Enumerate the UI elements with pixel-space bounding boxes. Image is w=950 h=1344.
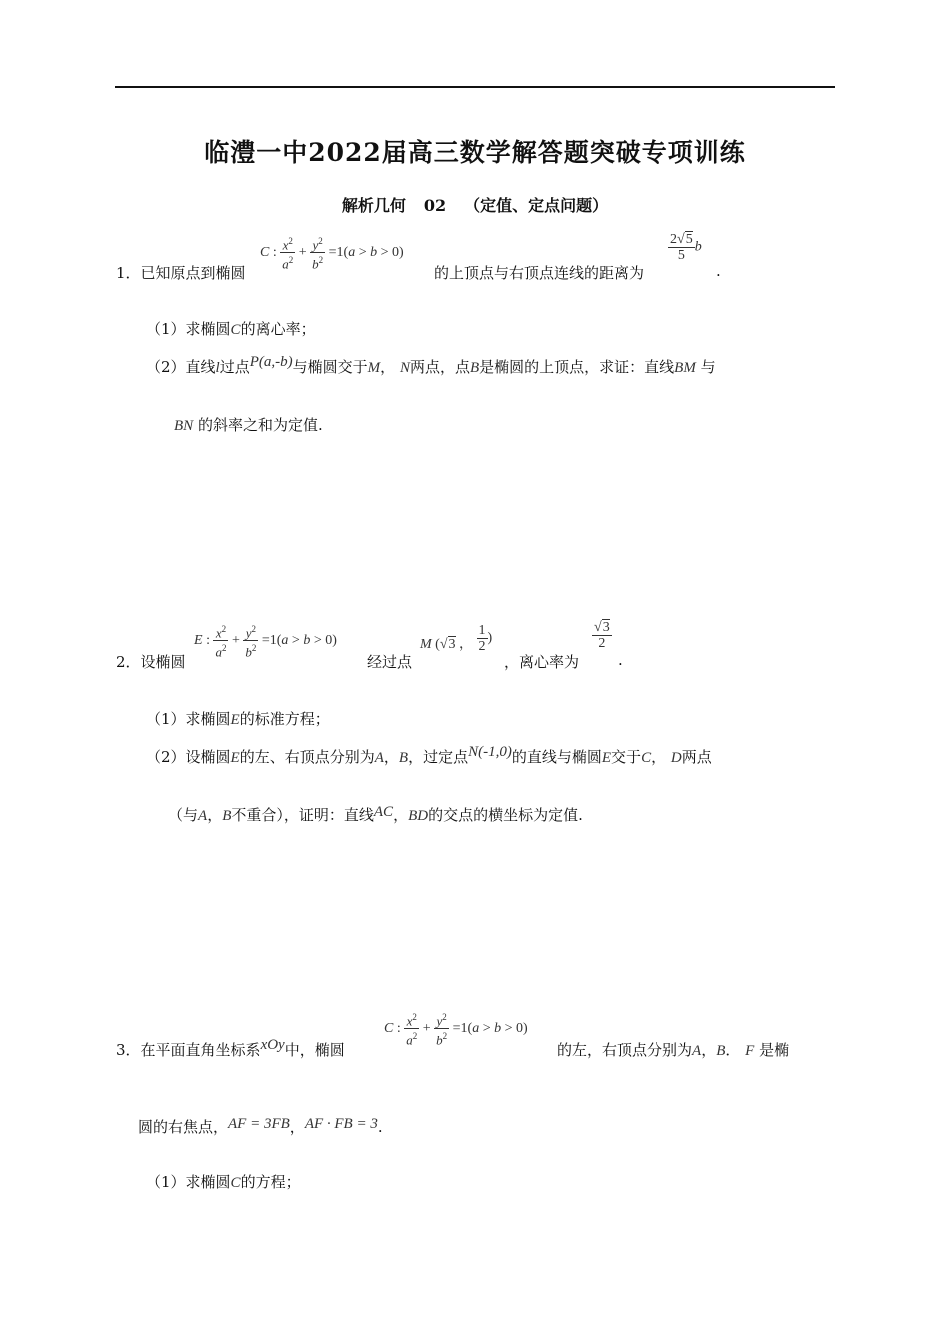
subtitle-topic: 解析几何 xyxy=(341,196,406,215)
subtitle-number: 02 xyxy=(423,196,447,215)
header-rule xyxy=(115,86,835,88)
page-title: 临澧一中2022届高三数学解答题突破专项训练 xyxy=(204,138,746,167)
problem-3-stem-line-2: 圆的右焦点，AF = 3FB，AF · FB = 3. xyxy=(138,1116,383,1136)
problem-1-stem-cont: 的上顶点与右顶点连线的距离为 xyxy=(434,264,645,282)
problem-1-part-2-cont: BN 的斜率之和为定值. xyxy=(174,416,323,434)
problem-3-stem-cont: 的左，右顶点分别为A，B． F 是椭 xyxy=(557,1041,790,1059)
problem-1-part-2: （2）直线l过点P(a,-b)与椭圆交于M， N两点，点B是椭圆的上顶点，求证：直线BM 与 xyxy=(146,354,716,376)
problem-2-part-1: （1）求椭圆E的标准方程； xyxy=(146,710,330,728)
problem-3-stem: 3．在平面直角坐标系xOy中，椭圆 xyxy=(116,1037,345,1059)
problem-1-part-1: （1）求椭圆C的离心率； xyxy=(146,320,316,338)
problem-1-distance: $\frac{2√5}{5}$ b xyxy=(670,232,702,263)
subtitle-topic-detail: （定值、定点问题） xyxy=(464,196,609,215)
page-subtitle xyxy=(0,193,950,216)
problem-2-point: M (√3 ， $\frac{1}{2}$ ) xyxy=(420,623,493,654)
problem-2-part-2: （2）设椭圆E的左、右顶点分别为A，B，过定点N(-1,0)的直线与椭圆E交于C， D两点 xyxy=(146,744,712,766)
problem-1-ellipse-equation: C : $\frac{x^2}{a^2}$ + $\frac{y^2}{b^2}$ =1(a > b > 0) xyxy=(260,236,404,272)
problem-3-part-1: （1）求椭圆C的方程； xyxy=(146,1173,301,1191)
problem-2-ellipse-equation: E : $\frac{x^2}{a^2}$ + $\frac{y^2}{b^2}$ =1(a > b > 0) xyxy=(194,624,337,660)
problem-1-stem: 1．已知原点到椭圆 xyxy=(116,264,246,282)
problem-2-part-2-cont: （与A，B不重合），证明：直线AC，BD的交点的横坐标为定值. xyxy=(168,804,583,824)
problem-3-ellipse-equation: C : $\frac{x^2}{a^2}$ + $\frac{y^2}{b^2}$ =1(a > b > 0) xyxy=(384,1012,528,1048)
problem-2-eccentricity: $\frac{√3}{2}$ xyxy=(594,620,610,651)
problem-2-stem: 2．设椭圆 xyxy=(116,653,186,671)
